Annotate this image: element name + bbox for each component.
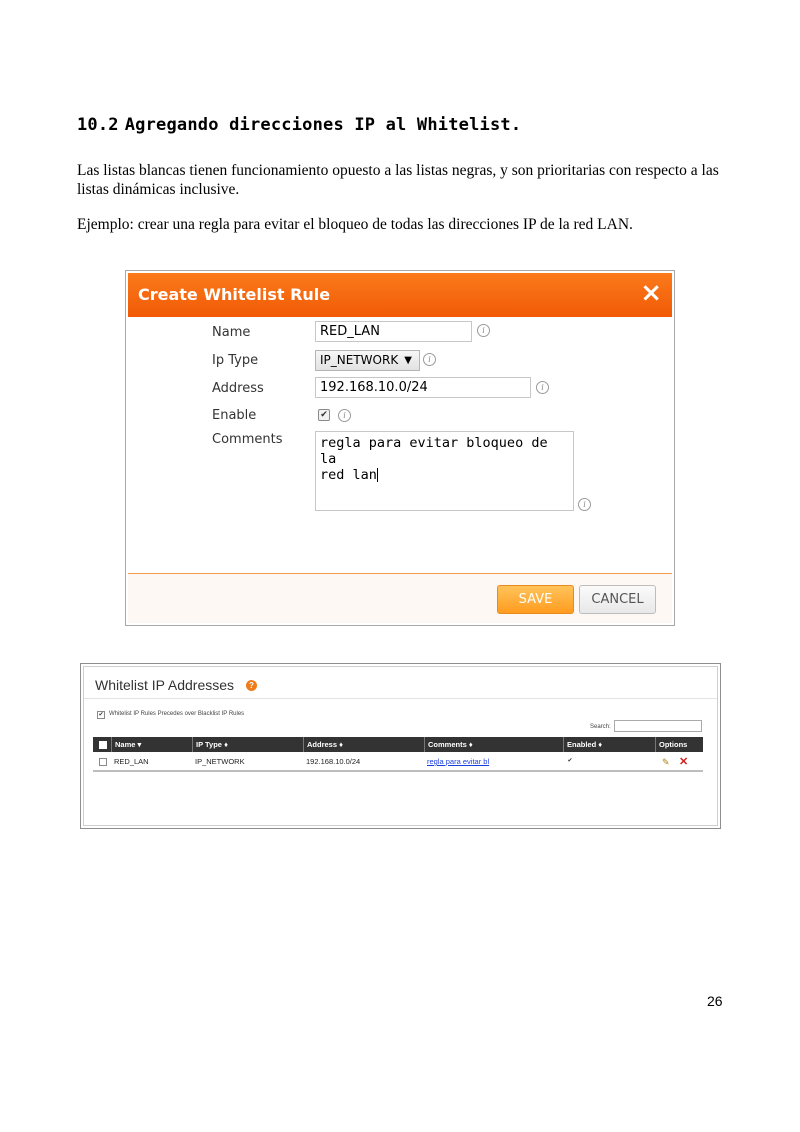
enable-label: Enable	[212, 408, 257, 423]
whitelist-table-panel	[80, 663, 721, 829]
comments-text: regla para evitar bloqueo de la red lan	[320, 435, 548, 483]
dialog-header	[128, 273, 672, 317]
cell-comments-link[interactable]: regla para evitar bl	[427, 757, 490, 766]
enable-info-icon: i	[338, 409, 351, 422]
iptype-label: Ip Type	[212, 353, 259, 368]
example-paragraph: Ejemplo: crear una regla para evitar el bloqueo de todas las direcciones IP de la red LAN.	[77, 216, 633, 233]
section-title: Agregando direcciones IP al Whitelist.	[124, 115, 522, 135]
intro-paragraph: Las listas blancas tienen funcionamiento opuesto a las listas negras, y son prioritarias con respecto a las listas dinámicas inclusive.	[77, 162, 719, 198]
dialog-footer	[128, 573, 672, 623]
cell-enabled-check: ✔	[567, 758, 573, 764]
panel-inner	[83, 666, 718, 826]
enable-checkbox[interactable]: ✔	[318, 409, 330, 421]
table-row	[93, 754, 703, 770]
create-whitelist-dialog	[125, 270, 675, 626]
cell-name: RED_LAN	[114, 757, 149, 766]
panel-title: Whitelist IP Addresses	[95, 677, 235, 693]
column-header-enabled[interactable]: Enabled ♦	[563, 737, 655, 752]
section-number: 10.2	[77, 115, 119, 135]
iptype-info-icon: i	[423, 353, 436, 366]
comments-info-icon: i	[578, 498, 591, 511]
iptype-select[interactable]	[315, 350, 420, 371]
column-header-address[interactable]: Address ♦	[303, 737, 424, 752]
delete-icon[interactable]: ✕	[679, 756, 689, 768]
column-header-options: Options	[655, 737, 703, 752]
row-checkbox[interactable]	[99, 758, 107, 766]
close-icon[interactable]: ×	[640, 278, 662, 308]
save-button[interactable]: SAVE	[497, 585, 574, 614]
precedence-label: Whitelist IP Rules Precedes over Blacklist IP Rules	[109, 711, 245, 717]
precedence-checkbox[interactable]: ✔	[98, 712, 104, 718]
search-label: Search:	[590, 724, 611, 730]
help-icon[interactable]: ?	[246, 680, 257, 691]
column-header-comments[interactable]: Comments ♦	[424, 737, 563, 752]
address-input[interactable]: 192.168.10.0/24	[315, 377, 531, 398]
cell-iptype: IP_NETWORK	[195, 757, 245, 766]
section-heading	[77, 115, 521, 135]
table-header	[93, 737, 703, 752]
comments-textarea[interactable]	[315, 431, 574, 511]
address-label: Address	[212, 381, 264, 396]
divider	[84, 698, 717, 699]
page-number: 26	[707, 993, 723, 1009]
iptype-value: IP_NETWORK	[320, 353, 399, 367]
comments-label: Comments	[212, 432, 283, 447]
column-header-iptype[interactable]: IP Type ♦	[192, 737, 303, 752]
text-caret	[377, 468, 378, 482]
dialog-title: Create Whitelist Rule	[138, 285, 331, 304]
cancel-button[interactable]: CANCEL	[579, 585, 656, 614]
row-divider	[93, 770, 703, 772]
column-header-name[interactable]: Name ▾	[111, 737, 192, 752]
cell-address: 192.168.10.0/24	[306, 757, 361, 766]
address-info-icon: i	[536, 381, 549, 394]
chevron-down-icon: ▼	[404, 355, 412, 366]
edit-icon[interactable]: ✎	[662, 757, 670, 767]
select-all-checkbox[interactable]	[99, 741, 107, 749]
name-input[interactable]: RED_LAN	[315, 321, 472, 342]
name-info-icon: i	[477, 324, 490, 337]
search-input[interactable]	[614, 720, 702, 732]
name-label: Name	[212, 325, 251, 340]
